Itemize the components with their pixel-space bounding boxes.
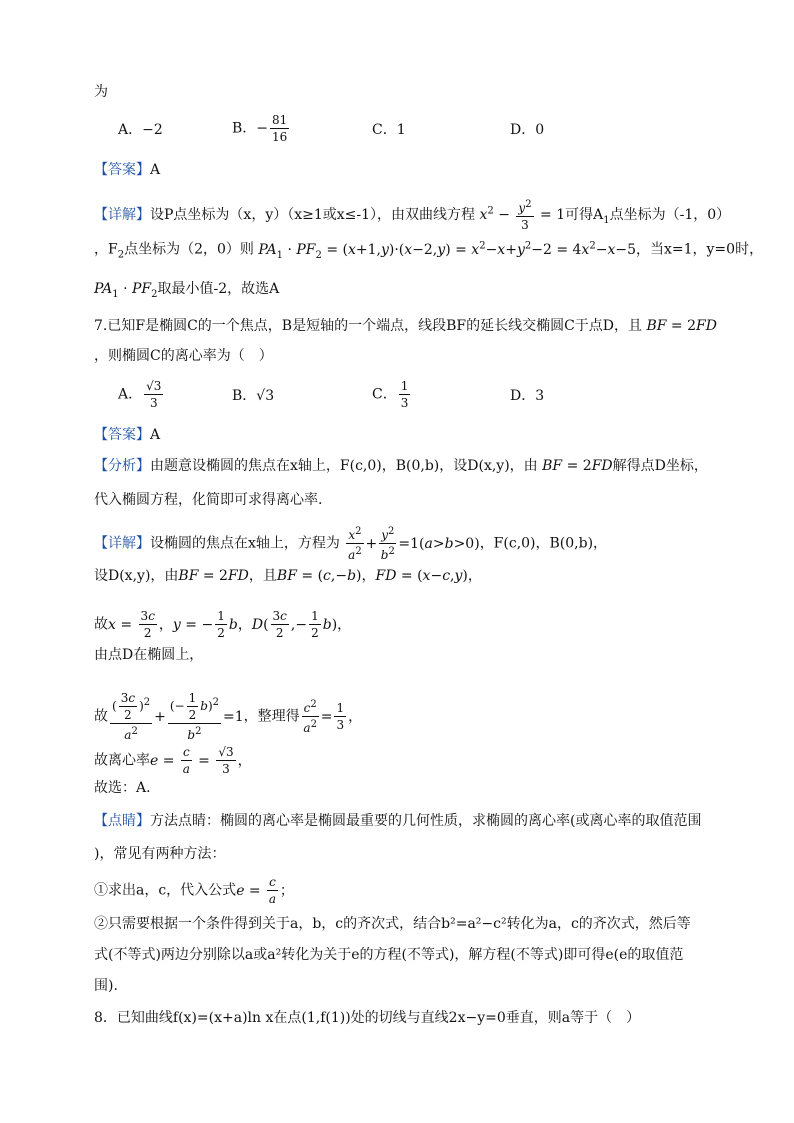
q7-analysis-line-1: 【分析】由题意设椭圆的焦点在x轴上，F(c,0)，B(0,b)，设D(x,y)，由 BF = 2FD解得点D坐标， bbox=[94, 458, 708, 474]
q7-point-line-1: 【点睛】方法点睛：椭圆的离心率是椭圆最重要的几何性质，求椭圆的离心率(或离心率的取值范围 bbox=[94, 813, 702, 829]
dot-product-expression: $PA_1 \cdot PF_2 = (x+1,y)\cdot(x-2,y) = x^2-x+y^2-2 = 4x^2-x-5$， bbox=[258, 240, 650, 261]
answer-tag: 【答案】 bbox=[94, 427, 150, 443]
q7-method-2-line-1: ②只需要根据一个条件得到关于a，b，c的齐次式，结合b²=a²−c²转化为a，c的齐次式，然后等 bbox=[94, 916, 691, 932]
q6-option-a: A．−2 bbox=[118, 122, 163, 138]
q7-option-b: B．√3 bbox=[232, 388, 275, 404]
q7-detail-line-7: 故选：A. bbox=[94, 780, 151, 796]
q7-method-2-line-2: 式(不等式)两边分别除以a或a²转化为关于e的方程(不等式)，解方程(不等式)即可得e(e的取值范 bbox=[94, 947, 684, 963]
hyperbola-equation: $x^2$ − $\frac{y^2}{3}$ = 1 bbox=[479, 199, 566, 232]
q6-option-d: D．0 bbox=[510, 122, 545, 138]
fraction: $\frac{81}{16}$ bbox=[272, 113, 288, 144]
q7-option-c: C． $\frac{1}{3}$ bbox=[372, 379, 409, 410]
q8-stem: 8．已知曲线f(x)=(x+a)ln x在点(1,f(1))处的切线与直线2x−y=0垂直，则a等于（ ） bbox=[94, 1010, 641, 1026]
q7-point-line-2: )，常见有两种方法： bbox=[94, 846, 226, 862]
q6-detail-line-3: $PA_1 \cdot PF_2$取最小值-2，故选A bbox=[94, 281, 280, 300]
fraction: $\frac{√3}{3}$ bbox=[146, 379, 162, 410]
q6-answer: 【答案】A bbox=[94, 162, 161, 178]
q6-option-c: C．1 bbox=[372, 122, 406, 138]
q7-analysis-line-2: 代入椭圆方程，化简即可求得离心率. bbox=[94, 492, 323, 508]
detail-tag: 【详解】 bbox=[94, 535, 150, 552]
q7-option-a: A． $\frac{√3}{3}$ bbox=[118, 379, 162, 410]
q7-detail-line-3: 故x = $\frac{3c}{2}$ ，y = − $\frac{1}{2}$ b，D( $\frac{3c}{2}$ ,− $\frac{1}{2}$ b)， bbox=[94, 609, 352, 640]
q7-answer: 【答案】A bbox=[94, 427, 161, 443]
q7-option-d: D．3 bbox=[510, 388, 545, 404]
q7-stem-line-1: 7.已知F是椭圆C的一个焦点，B是短轴的一个端点，线段BF的延长线交椭圆C于点D，且 BF = 2FD bbox=[94, 318, 717, 334]
answer-tag: 【答案】 bbox=[94, 162, 150, 178]
q6-detail-line-2: ，$F_2$点坐标为（2，0）则 $PA_1 \cdot PF_2 = (x+1,y)\cdot(x-2,y) = x^2-x+y^2-2 = 4x^2-x-5$，当x=1，y=0时， bbox=[94, 240, 764, 261]
q7-detail-line-6: 故离心率e = $\frac{c}{a}$ = $\frac{√3}{3}$ ， bbox=[94, 745, 252, 776]
q7-method-1: ①求出a，c，代入公式e = $\frac{c}{a}$ ； bbox=[94, 875, 294, 906]
detail-tag: 【详解】 bbox=[94, 207, 150, 223]
q7-detail-line-4: 由点D在椭圆上， bbox=[94, 647, 204, 663]
point-tag: 【点睛】 bbox=[94, 813, 150, 829]
q7-method-2-line-3: 围). bbox=[94, 978, 118, 994]
q7-stem-line-2: ，则椭圆C的离心率为（ ） bbox=[94, 348, 273, 364]
q7-detail-line-5: 故 ( $\frac{3c}{2}$ )$^2$ $a^2$ + (− $\frac{1}{2}$ b)$^2$ $b^2$ =1，整理得 $\frac{c^2}{a^2}$ = $\frac{1}{3}$ ， bbox=[94, 691, 363, 742]
q7-detail-line-1: 【详解】设椭圆的焦点在x轴上，方程为 $\frac{x^2}{a^2}$ + $\frac{y^2}{b^2}$ =1(a>b>0)，F(c,0)，B(0,b)， bbox=[94, 526, 608, 562]
q6-option-b: B．− $\frac{81}{16}$ bbox=[232, 113, 288, 144]
analysis-tag: 【分析】 bbox=[94, 458, 150, 474]
q6-continuation: 为 bbox=[94, 84, 108, 100]
q7-detail-line-2: 设D(x,y)，由BF = 2FD，且BF = (c,−b)，FD = (x−c,y)， bbox=[94, 568, 482, 584]
q6-detail-line-1: 【详解】设P点坐标为（x，y）（x≥1或x≤-1），由双曲线方程 $x^2$ − $\frac{y^2}{3}$ = 1可得$A_1$点坐标为（-1，0） bbox=[94, 199, 731, 232]
ellipse-equation: $\frac{x^2}{a^2}$ + $\frac{y^2}{b^2}$ =1(a>b>0) bbox=[348, 526, 480, 562]
fraction: $\frac{1}{3}$ bbox=[400, 379, 409, 410]
